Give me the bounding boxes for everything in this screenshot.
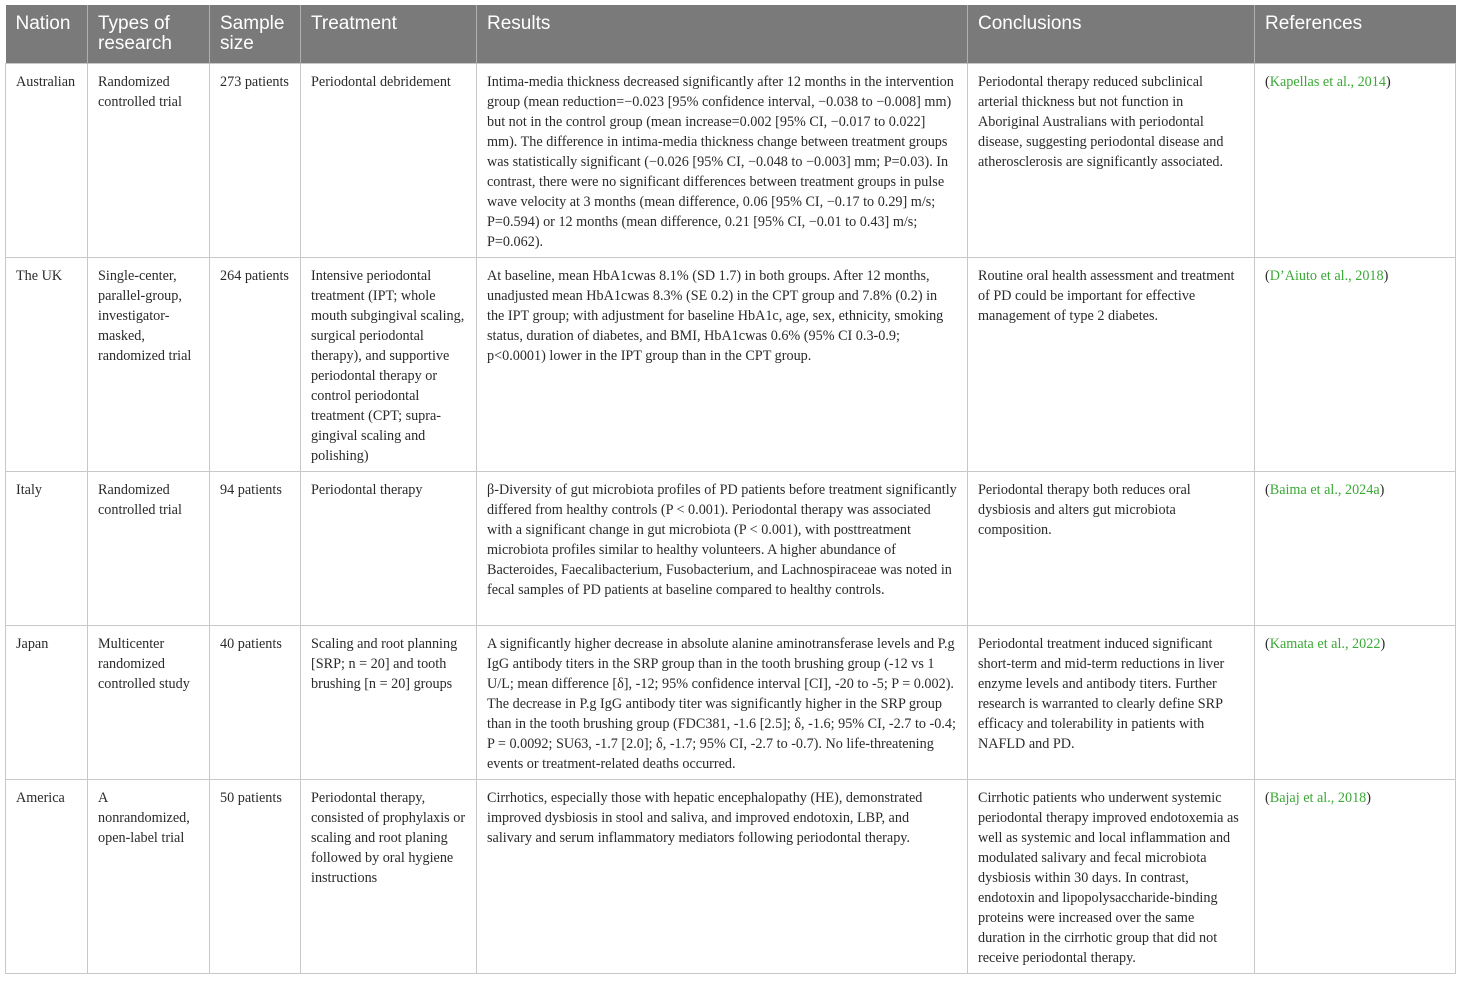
- cell-nation: Italy: [6, 472, 88, 626]
- cell-sample-size: 50 patients: [210, 780, 301, 974]
- study-table-container: [5, 5, 1455, 974]
- header-sample-size: Sample size: [210, 5, 301, 64]
- table-row: [6, 64, 1456, 258]
- cell-reference: (Bajaj et al., 2018): [1255, 780, 1456, 974]
- cell-results: At baseline, mean HbA1cwas 8.1% (SD 1.7) in both groups. After 12 months, unadjusted mean HbA1cwas 8.3% (SE 0.2) in the CPT group and 7.8% (0.2) in the IPT group; with adjustment for baseline HbA1c, age, sex, ethnicity, smoking status, duration of diabetes, and BMI, HbA1cwas 0.6% (95% CI 0.3-0.9; p<0.0001) lower in the IPT group than in the CPT group.: [477, 258, 968, 472]
- cell-types: Randomized controlled trial: [88, 472, 210, 626]
- header-types: Types of research: [88, 5, 210, 64]
- header-nation: Nation: [6, 5, 88, 64]
- cell-results: β-Diversity of gut microbiota profiles of PD patients before treatment significantly differed from healthy controls (P < 0.001). Periodontal therapy was associated with a significant change in gut microbiota (P < 0.001), with posttreatment microbiota profiles similar to healthy volunteers. A higher abundance of Bacteroides, Faecalibacterium, Fusobacterium, and Lachnospiraceae was noted in fecal samples of PD patients at baseline compared to healthy controls.: [477, 472, 968, 626]
- table-row: [6, 472, 1456, 626]
- cell-treatment: Periodontal debridement: [301, 64, 477, 258]
- cell-treatment: Periodontal therapy, consisted of prophylaxis or scaling and root planing followed by oral hygiene instructions: [301, 780, 477, 974]
- reference-link[interactable]: D’Aiuto et al., 2018: [1269, 268, 1384, 284]
- table-header: [6, 5, 1456, 64]
- table-row: [6, 626, 1456, 780]
- cell-nation: America: [6, 780, 88, 974]
- cell-treatment: Intensive periodontal treatment (IPT; whole mouth subgingival scaling, surgical periodontal therapy), and supportive periodontal therapy or control periodontal treatment (CPT; supra-gingival scaling and polishing): [301, 258, 477, 472]
- cell-sample-size: 273 patients: [210, 64, 301, 258]
- study-table: [5, 5, 1456, 974]
- cell-conclusions: Routine oral health assessment and treatment of PD could be important for effective management of type 2 diabetes.: [968, 258, 1255, 472]
- header-row: [6, 5, 1456, 64]
- cell-reference: (Kamata et al., 2022): [1255, 626, 1456, 780]
- cell-treatment: Periodontal therapy: [301, 472, 477, 626]
- cell-conclusions: Periodontal therapy reduced subclinical arterial thickness but not function in Aboriginal Australians with periodontal disease, suggesting periodontal disease and atherosclerosis are significantly associated.: [968, 64, 1255, 258]
- cell-types: Single-center, parallel-group, investigator-masked, randomized trial: [88, 258, 210, 472]
- cell-types: A nonrandomized, open-label trial: [88, 780, 210, 974]
- cell-sample-size: 40 patients: [210, 626, 301, 780]
- cell-results: A significantly higher decrease in absolute alanine aminotransferase levels and P.g IgG antibody titers in the SRP group than in the tooth brushing group (-12 vs 1 U/L; mean difference [δ], -12; 95% confidence interval [CI], -20 to -5; P = 0.002). The decrease in P.g IgG antibody titer was significantly higher in the SRP group than in the tooth brushing group (FDC381, -1.6 [2.5]; δ, -1.6; 95% CI, -2.7 to -0.4; P = 0.0092; SU63, -1.7 [2.0]; δ, -1.7; 95% CI, -2.7 to -0.7). No life-threatening events or treatment-related deaths occurred.: [477, 626, 968, 780]
- reference-link[interactable]: Kamata et al., 2022: [1269, 636, 1381, 652]
- header-results: Results: [477, 5, 968, 64]
- cell-conclusions: Cirrhotic patients who underwent systemic periodontal therapy improved endotoxemia as well as systemic and local inflammation and modulated salivary and fecal microbiota dysbiosis within 30 days. In contrast, endotoxin and lipopolysaccharide-binding proteins were increased over the same duration in the cirrhotic group that did not receive periodontal therapy.: [968, 780, 1255, 974]
- cell-types: Multicenter randomized controlled study: [88, 626, 210, 780]
- header-conclusions: Conclusions: [968, 5, 1255, 64]
- cell-reference: (D’Aiuto et al., 2018): [1255, 258, 1456, 472]
- cell-results: Cirrhotics, especially those with hepatic encephalopathy (HE), demonstrated improved dysbiosis in stool and saliva, and improved endotoxin, LBP, and salivary and serum inflammatory mediators following periodontal therapy.: [477, 780, 968, 974]
- cell-sample-size: 264 patients: [210, 258, 301, 472]
- table-body: [6, 64, 1456, 974]
- cell-treatment: Scaling and root planning [SRP; n = 20] and tooth brushing [n = 20] groups: [301, 626, 477, 780]
- reference-link[interactable]: Kapellas et al., 2014: [1269, 74, 1386, 90]
- cell-reference: (Baima et al., 2024a): [1255, 472, 1456, 626]
- cell-nation: Australian: [6, 64, 88, 258]
- header-treatment: Treatment: [301, 5, 477, 64]
- cell-nation: The UK: [6, 258, 88, 472]
- cell-types: Randomized controlled trial: [88, 64, 210, 258]
- cell-results: Intima-media thickness decreased significantly after 12 months in the intervention group (mean reduction=−0.023 [95% confidence interval, −0.038 to −0.008] mm) but not in the control group (mean increase=0.002 [95% CI, −0.017 to 0.022] mm). The difference in intima-media thickness change between treatment groups was statistically significant (−0.026 [95% CI, −0.048 to −0.003] mm; P=0.03). In contrast, there were no significant differences between treatment groups in pulse wave velocity at 3 months (mean difference, 0.06 [95% CI, −0.17 to 0.29] m/s; P=0.594) or 12 months (mean difference, 0.21 [95% CI, −0.01 to 0.43] m/s; P=0.062).: [477, 64, 968, 258]
- cell-sample-size: 94 patients: [210, 472, 301, 626]
- cell-conclusions: Periodontal treatment induced significant short-term and mid-term reductions in liver enzyme levels and antibody titers. Further research is warranted to clearly define SRP efficacy and tolerability in patients with NAFLD and PD.: [968, 626, 1255, 780]
- reference-link[interactable]: Bajaj et al., 2018: [1269, 790, 1367, 806]
- cell-conclusions: Periodontal therapy both reduces oral dysbiosis and alters gut microbiota composition.: [968, 472, 1255, 626]
- table-row: [6, 780, 1456, 974]
- header-references: References: [1255, 5, 1456, 64]
- cell-reference: (Kapellas et al., 2014): [1255, 64, 1456, 258]
- reference-link[interactable]: Baima et al., 2024a: [1269, 482, 1380, 498]
- cell-nation: Japan: [6, 626, 88, 780]
- table-row: [6, 258, 1456, 472]
